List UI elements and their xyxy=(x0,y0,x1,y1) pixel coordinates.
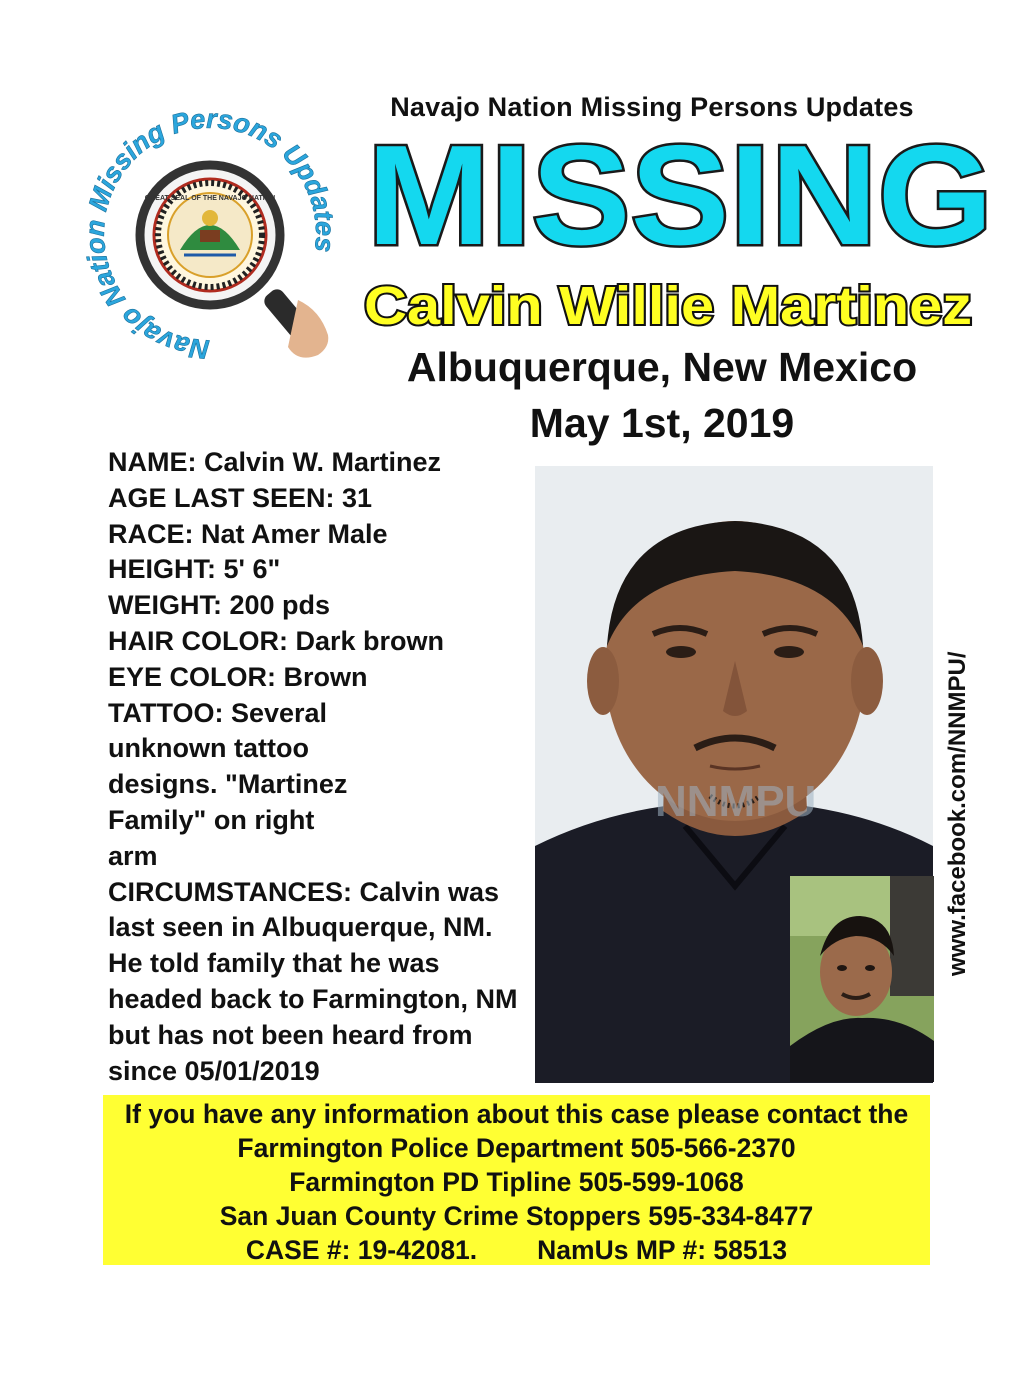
detail-race: RACE: Nat Amer Male xyxy=(108,518,388,549)
photo-watermark: NNMPU xyxy=(655,777,817,826)
contact-box xyxy=(103,1095,930,1265)
inset-photo xyxy=(790,876,934,1082)
detail-name: NAME: Calvin W. Martinez xyxy=(108,447,442,477)
contact-crime-stoppers: San Juan County Crime Stoppers 595-334-8477 xyxy=(219,1201,814,1231)
namus-number: NamUs MP #: 58513 xyxy=(537,1235,788,1265)
detail-eye: EYE COLOR: Brown xyxy=(108,661,368,692)
detail-height: HEIGHT: 5' 6" xyxy=(108,554,281,585)
missing-text: MISSING xyxy=(367,116,993,275)
contact-tipline: Farmington PD Tipline 505-599-1068 xyxy=(289,1167,744,1197)
detail-tattoo: TATTOO: Several unknown tattoo designs. "Martinez Family" on right arm xyxy=(108,697,348,871)
detail-hair: HAIR COLOR: Dark brown xyxy=(108,625,445,656)
facebook-url: www.facebook.com/NNMPU/ xyxy=(944,651,971,976)
case-number: CASE #: 19-42081. xyxy=(245,1235,478,1265)
missing-person-name xyxy=(356,270,996,340)
nnmpu-logo xyxy=(76,100,344,370)
detail-weight: WEIGHT: 200 pds xyxy=(108,590,331,621)
org-title: Navajo Nation Missing Persons Updates xyxy=(390,92,914,122)
contact-police: Farmington Police Department 505-566-2370 xyxy=(237,1133,796,1163)
last-seen-location: Albuquerque, New Mexico xyxy=(406,344,918,390)
logo-ring-text: Navajo Nation Missing Persons Updates xyxy=(79,103,341,365)
details-list xyxy=(108,445,538,1089)
person-name-text: Calvin Willie Martinez xyxy=(364,276,973,336)
detail-circumstances: CIRCUMSTANCES: Calvin was last seen in Albuquerque, NM. He told family that he was headed back to Farmington, NM but has not been heard from since 05/01/2019 xyxy=(108,876,518,1086)
seal-text: GREAT SEAL OF THE NAVAJO NATION xyxy=(144,195,276,202)
missing-date: May 1st, 2019 xyxy=(529,400,795,446)
detail-age: AGE LAST SEEN: 31 xyxy=(108,482,373,513)
contact-intro: If you have any information about this case please contact the xyxy=(124,1099,909,1129)
missing-headline xyxy=(352,116,1012,276)
